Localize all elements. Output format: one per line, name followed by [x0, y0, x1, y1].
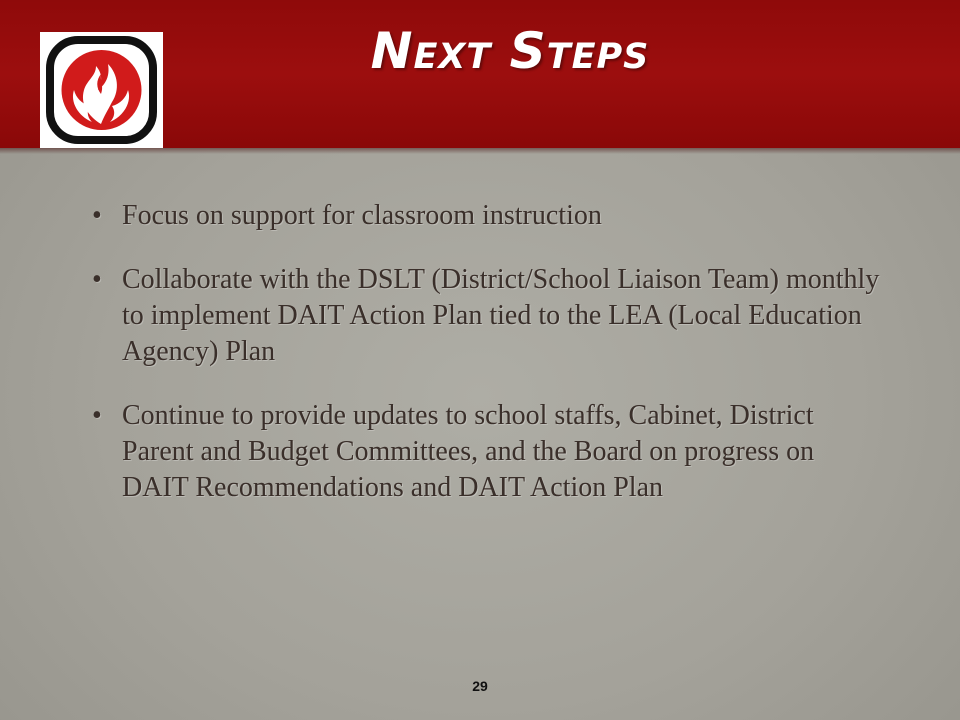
bullet-text: Focus on support for classroom instruction	[122, 200, 602, 231]
page-number: 29	[472, 678, 488, 694]
bullet-item	[90, 398, 880, 506]
bullet-dot-icon: •	[92, 264, 102, 295]
bullet-dot-icon: •	[92, 200, 102, 231]
bullet-text: Collaborate with the DSLT (District/School Liaison Team) monthly to implement DAIT Action Plan tied to the LEA (Local Education Agency) Plan	[122, 264, 880, 367]
bullet-list	[90, 198, 880, 534]
bullet-dot-icon: •	[92, 400, 102, 431]
slide-title: Next Steps	[370, 22, 650, 80]
title-bar-shadow	[0, 148, 960, 154]
flame-logo-icon	[40, 32, 163, 148]
bullet-text: Continue to provide updates to school staffs, Cabinet, District Parent and Budget Committees, and the Board on progress on DAIT Recommendations and DAIT Action Plan	[122, 400, 815, 503]
bullet-item	[90, 262, 880, 370]
logo	[40, 32, 163, 148]
bullet-item	[90, 198, 880, 234]
